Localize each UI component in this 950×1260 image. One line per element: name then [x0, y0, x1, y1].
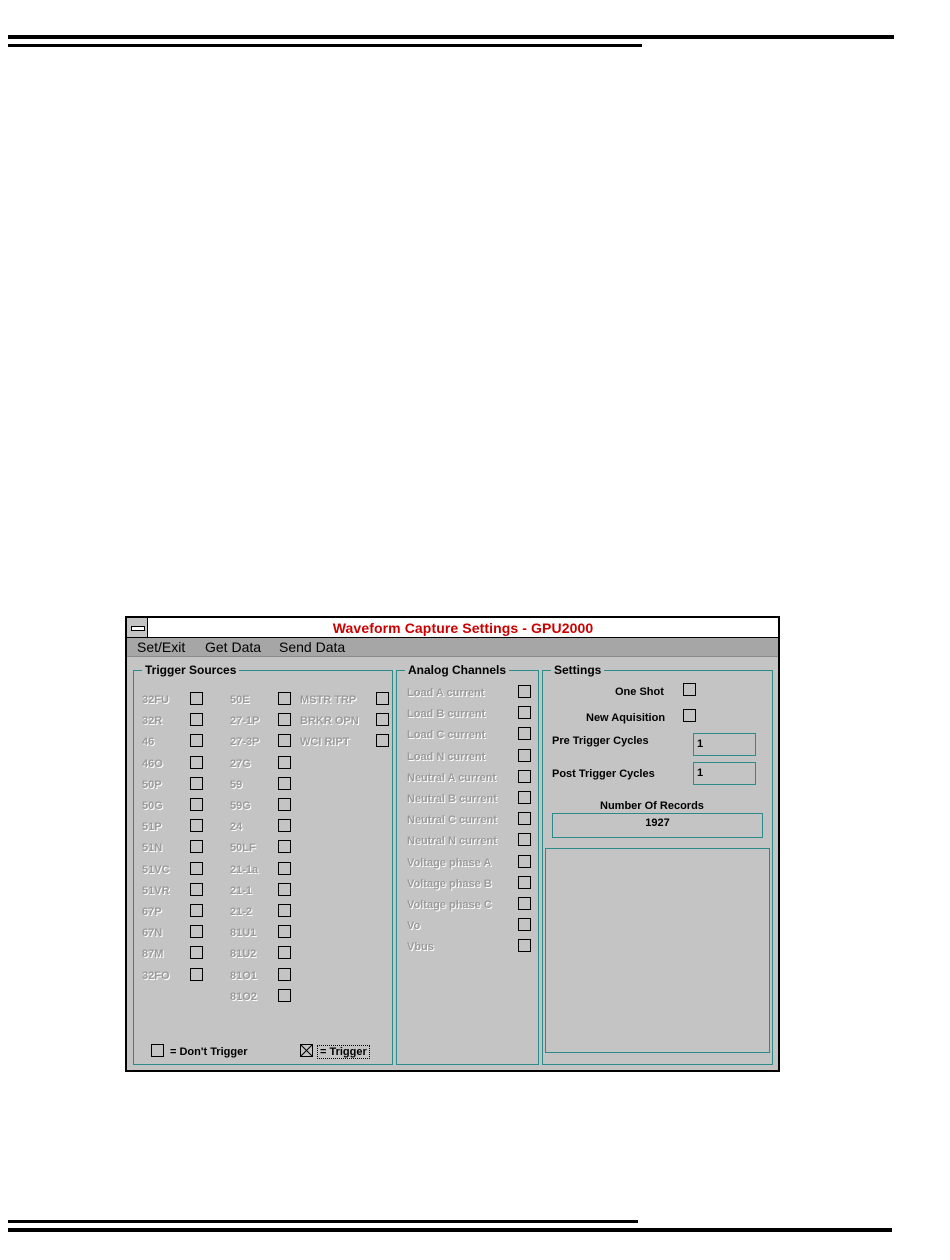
analog-label-load-c-current: Load C current: [407, 729, 486, 742]
trigger-label-67n: 67N: [142, 927, 163, 940]
trigger-checkbox-50g[interactable]: [190, 798, 203, 811]
analog-checkbox-vbus[interactable]: [518, 939, 531, 952]
analog-checkbox-load-b-current[interactable]: [518, 706, 531, 719]
new-acquisition-label: New Aquisition: [586, 712, 666, 724]
trigger-checkbox-81o2[interactable]: [278, 989, 291, 1002]
menu-set-exit[interactable]: Set/Exit: [137, 639, 186, 655]
legend-dont-trigger-box: [151, 1044, 164, 1057]
analog-checkbox-vo[interactable]: [518, 918, 531, 931]
pre-trigger-cycles-value: 1: [697, 738, 704, 750]
trigger-checkbox-51p[interactable]: [190, 819, 203, 832]
window-title: Waveform Capture Settings - GPU2000: [332, 620, 594, 636]
trigger-label-81u2: 81U2: [230, 948, 257, 961]
trigger-label-32r: 32R: [142, 715, 163, 728]
trigger-checkbox-67p[interactable]: [190, 904, 203, 917]
trigger-checkbox-81o1[interactable]: [278, 968, 291, 981]
system-menu-button[interactable]: [127, 618, 148, 637]
trigger-label-59g: 59G: [230, 800, 251, 812]
trigger-label-46: 46: [142, 736, 155, 749]
settings-display-panel: [545, 848, 770, 1053]
trigger-label-51n: 51N: [142, 842, 163, 855]
trigger-checkbox-21-1[interactable]: [278, 883, 291, 896]
analog-checkbox-load-c-current[interactable]: [518, 727, 531, 740]
analog-label-vo: Vo: [407, 920, 421, 933]
trigger-checkbox-24[interactable]: [278, 819, 291, 832]
trigger-checkbox-81u2[interactable]: [278, 946, 291, 959]
trigger-label-46o: 46O: [142, 757, 163, 770]
trigger-label-21-2: 21-2: [230, 906, 253, 918]
analog-label-load-n-current: Load N current: [407, 750, 486, 763]
trigger-checkbox-21-1a[interactable]: [278, 862, 291, 875]
trigger-checkbox-27-3p[interactable]: [278, 734, 291, 747]
trigger-checkbox-27g[interactable]: [278, 756, 291, 769]
bottom-rule-thick: [8, 1228, 892, 1232]
trigger-checkbox-wci-ript[interactable]: [376, 734, 389, 747]
analog-checkbox-neutral-a-current[interactable]: [518, 770, 531, 783]
analog-checkbox-voltage-phase-c[interactable]: [518, 897, 531, 910]
menu-get-data[interactable]: Get Data: [205, 639, 262, 655]
analog-checkbox-neutral-c-current[interactable]: [518, 812, 531, 825]
trigger-label-mstr-trp: MSTR TRP: [300, 694, 357, 706]
trigger-label-27-1p: 27-1P: [230, 715, 260, 728]
analog-checkbox-load-n-current[interactable]: [518, 749, 531, 762]
system-menu-icon: [131, 626, 145, 631]
post-trigger-cycles-input[interactable]: [693, 762, 756, 785]
trigger-checkbox-50lf[interactable]: [278, 840, 291, 853]
trigger-label-81u1: 81U1: [230, 927, 257, 940]
menu-send-data[interactable]: Send Data: [279, 639, 346, 655]
trigger-checkbox-32fu[interactable]: [190, 692, 203, 705]
trigger-checkbox-81u1[interactable]: [278, 925, 291, 938]
trigger-label-50g: 50G: [142, 800, 163, 812]
analog-checkbox-load-a-current[interactable]: [518, 685, 531, 698]
analog-label-voltage-phase-a: Voltage phase A: [407, 856, 492, 869]
analog-channels-group: [396, 663, 539, 1065]
trigger-label-51p: 51P: [142, 821, 162, 834]
trigger-label-50lf: 50LF: [230, 842, 256, 855]
analog-checkbox-neutral-n-current[interactable]: [518, 833, 531, 846]
analog-label-neutral-b-current: Neutral B current: [407, 793, 497, 805]
settings-group: [542, 663, 773, 1065]
trigger-checkbox-67n[interactable]: [190, 925, 203, 938]
trigger-checkbox-21-2[interactable]: [278, 904, 291, 917]
trigger-checkbox-51vr[interactable]: [190, 883, 203, 896]
analog-label-load-a-current: Load A current: [407, 687, 485, 699]
legend-dont-trigger-label: = Don't Trigger: [170, 1046, 248, 1058]
trigger-label-81o1: 81O1: [230, 969, 257, 982]
trigger-label-51vc: 51VC: [142, 863, 170, 876]
trigger-label-27-3p: 27-3P: [230, 736, 260, 749]
trigger-label-32fu: 32FU: [142, 694, 169, 706]
trigger-sources-title: Trigger Sources: [142, 663, 239, 677]
analog-label-voltage-phase-c: Voltage phase C: [407, 899, 492, 911]
trigger-checkbox-46o[interactable]: [190, 756, 203, 769]
number-of-records-value: 1927: [645, 817, 670, 829]
trigger-checkbox-50p[interactable]: [190, 777, 203, 790]
trigger-label-87m: 87M: [142, 948, 164, 961]
analog-checkbox-neutral-b-current[interactable]: [518, 791, 531, 804]
trigger-label-59: 59: [230, 778, 243, 791]
trigger-checkbox-32r[interactable]: [190, 713, 203, 726]
waveform-capture-window: [125, 616, 780, 1072]
one-shot-checkbox[interactable]: [683, 683, 696, 696]
one-shot-label: One Shot: [615, 686, 664, 698]
trigger-label-21-1a: 21-1a: [230, 863, 259, 876]
trigger-checkbox-mstr-trp[interactable]: [376, 692, 389, 705]
legend-trigger-label: = Trigger: [317, 1045, 370, 1059]
analog-label-neutral-n-current: Neutral N current: [407, 835, 497, 848]
menu-bar: [127, 638, 778, 657]
trigger-checkbox-27-1p[interactable]: [278, 713, 291, 726]
title-bar: [127, 618, 778, 638]
trigger-checkbox-32fo[interactable]: [190, 968, 203, 981]
legend-trigger-box: [300, 1044, 313, 1057]
trigger-label-24: 24: [230, 821, 243, 834]
bottom-rule-thin: [8, 1220, 638, 1223]
trigger-label-81o2: 81O2: [230, 990, 257, 1003]
trigger-label-51vr: 51VR: [142, 884, 170, 897]
top-rule-thick: [8, 35, 894, 39]
trigger-checkbox-59[interactable]: [278, 777, 291, 790]
analog-checkbox-voltage-phase-b[interactable]: [518, 876, 531, 889]
trigger-label-50e: 50E: [230, 694, 250, 706]
post-trigger-cycles-value: 1: [697, 767, 704, 779]
trigger-sources-group: [133, 663, 393, 1065]
trigger-checkbox-59g[interactable]: [278, 798, 291, 811]
new-acquisition-checkbox[interactable]: [683, 709, 696, 722]
analog-label-neutral-a-current: Neutral A current: [407, 771, 497, 784]
trigger-checkbox-46[interactable]: [190, 734, 203, 747]
trigger-checkbox-51n[interactable]: [190, 840, 203, 853]
analog-label-vbus: Vbus: [407, 941, 434, 954]
analog-label-neutral-c-current: Neutral C current: [407, 814, 497, 827]
top-rule-thin: [8, 44, 642, 47]
pre-trigger-cycles-label: Pre Trigger Cycles: [552, 735, 649, 747]
x-mark-icon: [301, 1045, 312, 1056]
trigger-label-wci-ript: WCI RIPT: [300, 736, 350, 749]
trigger-checkbox-50e[interactable]: [278, 692, 291, 705]
trigger-label-67p: 67P: [142, 906, 162, 918]
trigger-label-27g: 27G: [230, 757, 251, 770]
trigger-label-brkr-opn: BRKR OPN: [300, 715, 359, 728]
trigger-checkbox-87m[interactable]: [190, 946, 203, 959]
settings-title: Settings: [551, 663, 604, 677]
analog-label-load-b-current: Load B current: [407, 708, 486, 721]
number-of-records-label: Number Of Records: [600, 800, 704, 812]
analog-channels-title: Analog Channels: [405, 663, 509, 677]
post-trigger-cycles-label: Post Trigger Cycles: [552, 768, 655, 780]
trigger-checkbox-brkr-opn[interactable]: [376, 713, 389, 726]
number-of-records-field: [552, 813, 763, 838]
analog-label-voltage-phase-b: Voltage phase B: [407, 877, 492, 890]
trigger-label-21-1: 21-1: [230, 884, 253, 897]
trigger-label-50p: 50P: [142, 778, 162, 791]
pre-trigger-cycles-input[interactable]: [693, 733, 756, 756]
analog-checkbox-voltage-phase-a[interactable]: [518, 855, 531, 868]
trigger-checkbox-51vc[interactable]: [190, 862, 203, 875]
trigger-label-32fo: 32FO: [142, 969, 170, 982]
